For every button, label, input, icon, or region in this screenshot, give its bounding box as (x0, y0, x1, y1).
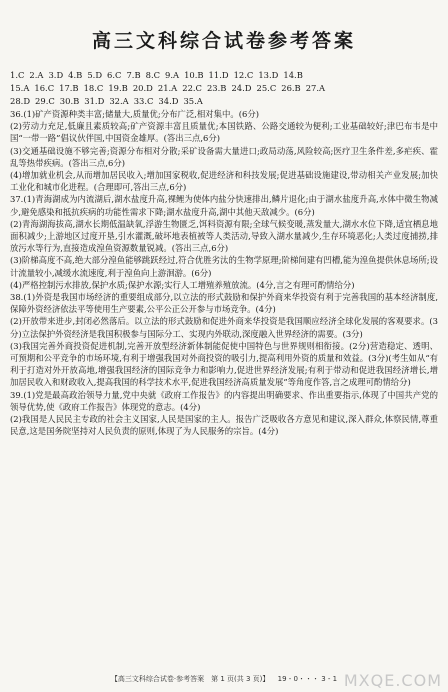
answer-paragraph: (3)我国完善外商投资促进机制,完善开放型经济新体制能促使中国特色与世界规则相衔接。(2分)营造稳定、透明、可预期和公平竞争的市场环境,有利于增强我国对外商投资的吸引力,提高利用外资的质量和效益。(3分)(考生如从“有利于打造对外开放高地,增强我国经济的国际竞争力和影响力,促进世界经济发展;有利于带动和促进我国经济增长,增加居民收入和财政收入,提高我国的科学技术水平,促进我国经济高质量发展”等角度作答,言之成理可酌情给分) (10, 340, 438, 388)
choice-answer: 34.D (158, 96, 179, 106)
choice-answer: 35.A (183, 96, 203, 106)
answer-paragraph: (4)增加就业机会,从而增加居民收入;增加国家税收,促进经济和科技发展;促进基础设施建设,带动相关产业发展;加快工业化和城市化进程。(合理即可,答出三点,6分) (10, 170, 438, 193)
choice-answer: 17.B (59, 83, 79, 93)
choice-answer: 25.C (256, 83, 277, 93)
choice-answer: 7.B (126, 70, 141, 80)
choice-answer: 2.A (29, 70, 44, 80)
watermark-logo: MXQE.COM (343, 671, 442, 690)
choice-answer: 3.D (48, 70, 64, 80)
choice-answers-line-2 (10, 82, 438, 95)
choice-answer: 14.B (283, 70, 303, 80)
choice-answer: 18.C (83, 83, 104, 93)
choice-answers (10, 69, 438, 108)
choice-answer: 6.C (107, 70, 122, 80)
choice-answer: 24.D (231, 83, 252, 93)
choice-answer: 29.C (35, 96, 55, 106)
choice-answer: 16.C (34, 83, 55, 93)
choice-answers-line-3 (10, 95, 438, 108)
choice-answer: 9.A (165, 70, 180, 80)
answer-paragraph: (3)交通基础设施不够完善;资源分布相对分散;采矿设备需大量进口;政局动荡,风险较高;医疗卫生条件差,多疟疾、霍乱等热带疾病。(答出三点,6分) (10, 145, 438, 168)
choice-answer: 21.A (157, 83, 178, 93)
choice-answers-line-1 (10, 69, 438, 82)
choice-answer: 33.C (133, 96, 154, 106)
choice-answer: 12.C (233, 70, 254, 80)
footer-text: 【高三文科综合试卷·参考答案 第 1 页(共 3 页)】 (110, 675, 270, 683)
choice-answer: 28.D (10, 96, 31, 106)
footer-code: 19 - 0・・・ 3 - 1 (277, 675, 338, 683)
choice-answer: 26.B (281, 83, 301, 93)
answer-paragraph: (2)青海湖海拔高,湖水长期低温缺氧,浮游生物匮乏,饵料资源有限;全球气候变暖,蒸发量大,湖水水位下降,适宜栖息地面积减少;上游地区过度开垦,引水灌溉,破坏地表植被等人类活动,导致入湖水量减少,生存环境恶化;人类过度捕捞,排放污水等行为,直接造成湟鱼资源数量锐减。(答出三点,6分) (10, 218, 438, 254)
choice-answer: 15.A (10, 83, 30, 93)
answer-paragraph: 36.(1)矿产资源种类丰富;储量大,质量优;分布广泛,相对集中。(6分) (10, 109, 260, 119)
answer-paragraphs (10, 108, 438, 437)
choice-answer: 23.B (206, 83, 227, 93)
choice-answer: 27.A (305, 83, 326, 93)
choice-answer: 20.D (132, 83, 153, 93)
choice-answer: 19.B (108, 83, 128, 93)
answer-paragraph: (4)严格控制污水排放,保护水质;保护水源;实行人工增殖养殖放流。(4分,言之有理可酌情给分) (10, 279, 355, 290)
choice-answer: 10.B (184, 70, 204, 80)
choice-answer: 22.C (182, 83, 202, 93)
choice-answer: 8.C (145, 70, 161, 80)
answer-paragraph: (2)劳动力充足,低廉且素质较高;矿产资源丰富且质量优;本国铁路、公路交通较为便利;工业基础较好;津巴布韦是中国“一带一路”倡议伙伴国,中国资金雄厚。(答出三点,6分) (10, 121, 438, 144)
choice-answer: 1.C (10, 70, 25, 80)
choice-answer: 13.D (258, 70, 279, 80)
answer-paragraph: (3)阶梯高度不高,绝大部分湟鱼能够跳跃经过,符合优胜劣汰的生物学原理;阶梯间建有凹槽,能为湟鱼提供休息场所;设计流量较小,减缓水流速度,利于湟鱼向上游洄游。(6分) (10, 255, 438, 278)
choice-answer: 5.D (87, 70, 103, 80)
choice-answer: 11.D (208, 70, 229, 80)
answer-paragraph: 37.(1)青海湖成为内流湖后,湖水盐度升高,裸鲤为使体内盐分快速排出,鳞片退化;由于湖水盐度升高,水体中微生物减少,避免感染和抵抗疾病的功能性需求下降;湖水盐度升高,湖中其他天敌减少。(6分) (10, 194, 438, 217)
choice-answer: 32.A (109, 96, 129, 106)
page-title: 高三文科综合试卷参考答案 (91, 30, 356, 52)
answer-paragraph: (2)我国是人民民主专政的社会主义国家,人民是国家的主人。报告广泛吸收各方意见和建议,深入群众,体察民情,尊重民意,这是国务院坚持对人民负责的原则,体现了为人民服务的宗旨。(4分) (10, 414, 438, 437)
answer-paragraph: 39.(1)党是最高政治领导力量,党中央就《政府工作报告》的内容提出明确要求、作出重要指示,体现了中国共产党的领导优势,使《政府工作报告》体现党的意志。(4分) (10, 389, 438, 412)
answer-paragraph: (2)开放带来进步,封闭必然落后。以立法的形式鼓励和促进外商来华投资是我国顺应经济全球化发展的客观要求。(3分)立法保护外资经济是我国积极参与国际分工、实现内外联动,深度融入世界经济的需要。(3分) (10, 316, 438, 339)
choice-answer: 4.B (68, 70, 83, 80)
answer-paragraph: 38.(1)外资是我国市场经济的重要组成部分,以立法的形式鼓励和保护外商来华投资有利于完善我国的基本经济制度,保障外资经济依法平等使用生产要素,公平公正公开参与市场竞争。(4分) (10, 292, 438, 315)
choice-answer: 31.D (84, 96, 105, 106)
choice-answer: 30.B (59, 96, 80, 106)
